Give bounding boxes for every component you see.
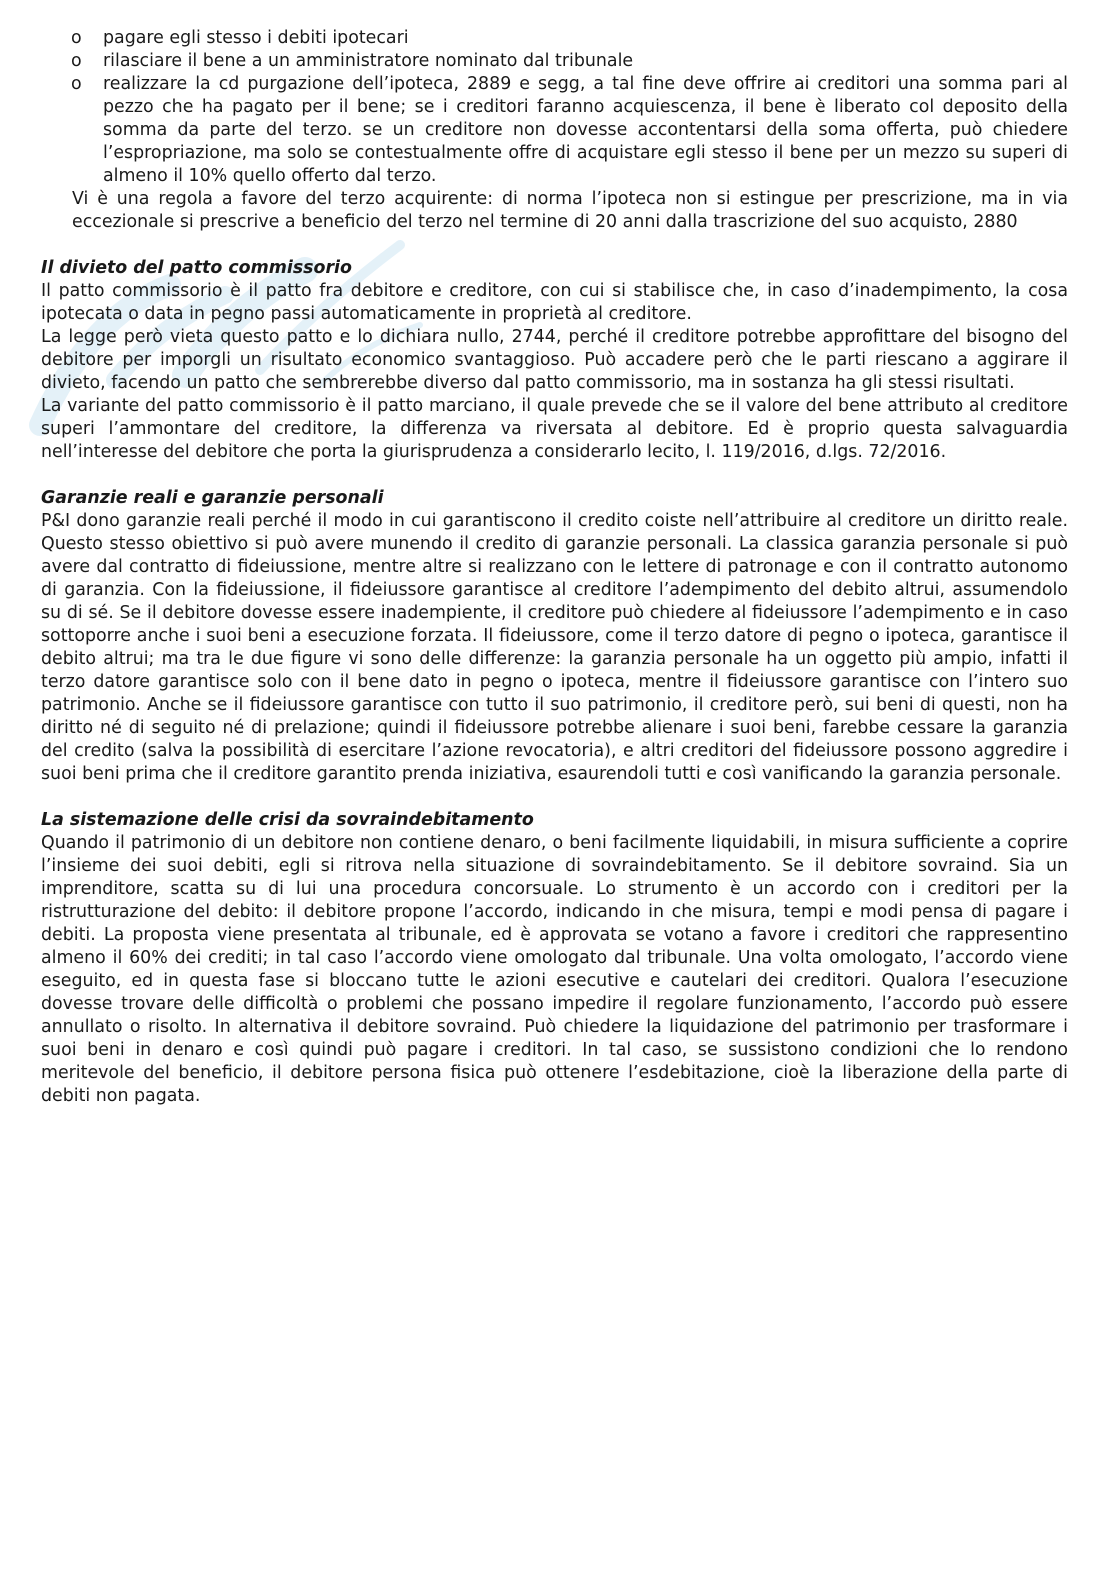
paragraph: La variante del patto commissorio è il patto marciano, il quale prevede che se il valore del bene attributo al creditore superi l’ammontare del creditore, la differenza va riversata al debitore. Ed è proprio questa salvaguardia nell’interesse del debitore che porta la giurisprudenza a considerarlo lecito, l. 119/2016, d.lgs. 72/2016. xyxy=(41,396,1068,462)
list-item xyxy=(41,73,1068,188)
section-title: La sistemazione delle crisi da sovraindebitamento xyxy=(41,810,534,830)
bullet-marker: o xyxy=(71,51,82,71)
list-item-text: pagare egli stesso i debiti ipotecari xyxy=(103,28,409,48)
paragraph: P&I dono garanzie reali perché il modo in cui garantiscono il credito coiste nell’attribuire al creditore un diritto reale. Questo stesso obiettivo si può avere munendo il credito di garanzie personali. La classica garanzia personale si può avere dal contratto di fideiussione, mentre altre si realizzano con le lettere di patronage e con il contratto autonomo di garanzia. Con la fideiussione, il fideiussore garantisce al creditore l’adempimento del debito altrui, assumendolo su di sé. Se il debitore dovesse essere inadempiente, il creditore può chiedere al fideiussore l’adempimento e in caso sottoporre anche i suoi beni a esecuzione forzata. Il fideiussore, come il terzo datore di pegno o ipoteca, garantisce il debito altrui; ma tra le due figure vi sono delle differenze: la garanzia personale ha un oggetto più ampio, infatti il terzo datore garantisce solo con il bene dato in pegno o ipoteca, mentre il fideiussore garantisce con l’intero suo patrimonio. Anche se il fideiussore garantisce con tutto il suo patrimonio, il creditore però, sui beni di questi, non ha diritto né di seguito né di prelazione; quindi il fideiussore potrebbe alienare i suoi beni, farebbe cessare la garanzia del credito (salva la possibilità di esercitare l’azione revocatoria), e altri creditori del fideiussore possono aggredire i suoi beni prima che il creditore garantito prenda iniziativa, esaurendoli tutti e così vanificando la garanzia personale. xyxy=(41,511,1068,784)
list-item xyxy=(41,50,1068,73)
section-sovraindebitamento xyxy=(41,809,1068,1108)
paragraph: Il patto commissorio è il patto fra debitore e creditore, con cui si stabilisce che, in caso d’inadempimento, la cosa ipotecata o data in pegno passi automaticamente in proprietà al creditore. xyxy=(41,281,1068,324)
document-page xyxy=(41,27,1068,1108)
section-patto-commissorio xyxy=(41,257,1068,464)
list-item xyxy=(41,27,1068,50)
bullet-marker: o xyxy=(71,28,82,48)
list-item-text: rilasciare il bene a un amministratore nominato dal tribunale xyxy=(103,51,634,71)
paragraph: Quando il patrimonio di un debitore non contiene denaro, o beni facilmente liquidabili, in misura sufficiente a coprire l’insieme dei suoi debiti, egli si ritrova nella situazione di sovraindebitamento. Se il debitore sovraind. Sia un imprenditore, scatta su di lui una procedura concorsuale. Lo strumento è un accordo con i creditori per la ristrutturazione del debito: il debitore propone l’accordo, indicando in che misura, tempi e modi pensa di pagare i debiti. La proposta viene presentata al tribunale, ed è approvata se votano a favore i creditori che rappresentino almeno il 60% dei crediti; in tal caso l’accordo viene omologato dal tribunale. Una volta omologato, l’accordo viene eseguito, ed in questa fase si bloccano tutte le azioni esecutive e cautelari dei creditori. Qualora l’esecuzione dovesse trovare delle difficoltà o problemi che possano impedire il regolare funzionamento, l’accordo può essere annullato o risolto. In alternativa il debitore sovraind. Può chiedere la liquidazione del patrimonio per trasformare i suoi beni in denaro e così quindi può pagare i creditori. In tal caso, se sussistono condizioni che lo rendono meritevole del beneficio, il debitore persona fisica può ottenere l’esdebitazione, cioè la liberazione della parte di debiti non pagata. xyxy=(41,833,1068,1106)
option-list xyxy=(41,27,1068,188)
paragraph: La legge però vieta questo patto e lo dichiara nullo, 2744, perché il creditore potrebbe approfittare del bisogno del debitore per imporgli un risultato economico svantaggioso. Può accadere però che le parti riescano a aggirare il divieto, facendo un patto che sembrerebbe diverso dal patto commissorio, ma in sostanza ha gli stessi risultati. xyxy=(41,327,1068,393)
bullet-marker: o xyxy=(71,74,82,94)
section-title: Il divieto del patto commissorio xyxy=(41,258,352,278)
intro-paragraph: Vi è una regola a favore del terzo acquirente: di norma l’ipoteca non si estingue per prescrizione, ma in via eccezionale si prescrive a beneficio del terzo nel termine di 20 anni dalla trascrizione del suo acquisto, 2880 xyxy=(72,189,1068,232)
section-garanzie xyxy=(41,487,1068,786)
list-item-text: realizzare la cd purgazione dell’ipoteca, 2889 e segg, a tal fine deve offrire ai creditori una somma pari al pezzo che ha pagato per il bene; se i creditori faranno acquiescenza, il bene è liberato col deposito della somma da parte del terzo. se un creditore non dovesse accontentarsi della soma offerta, può chiedere l’espropriazione, ma solo se contestualmente offre di acquistare egli stesso il bene per un mezzo su superi di almeno il 10% quello offerto dal terzo. xyxy=(103,74,1068,186)
section-title: Garanzie reali e garanzie personali xyxy=(41,488,384,508)
